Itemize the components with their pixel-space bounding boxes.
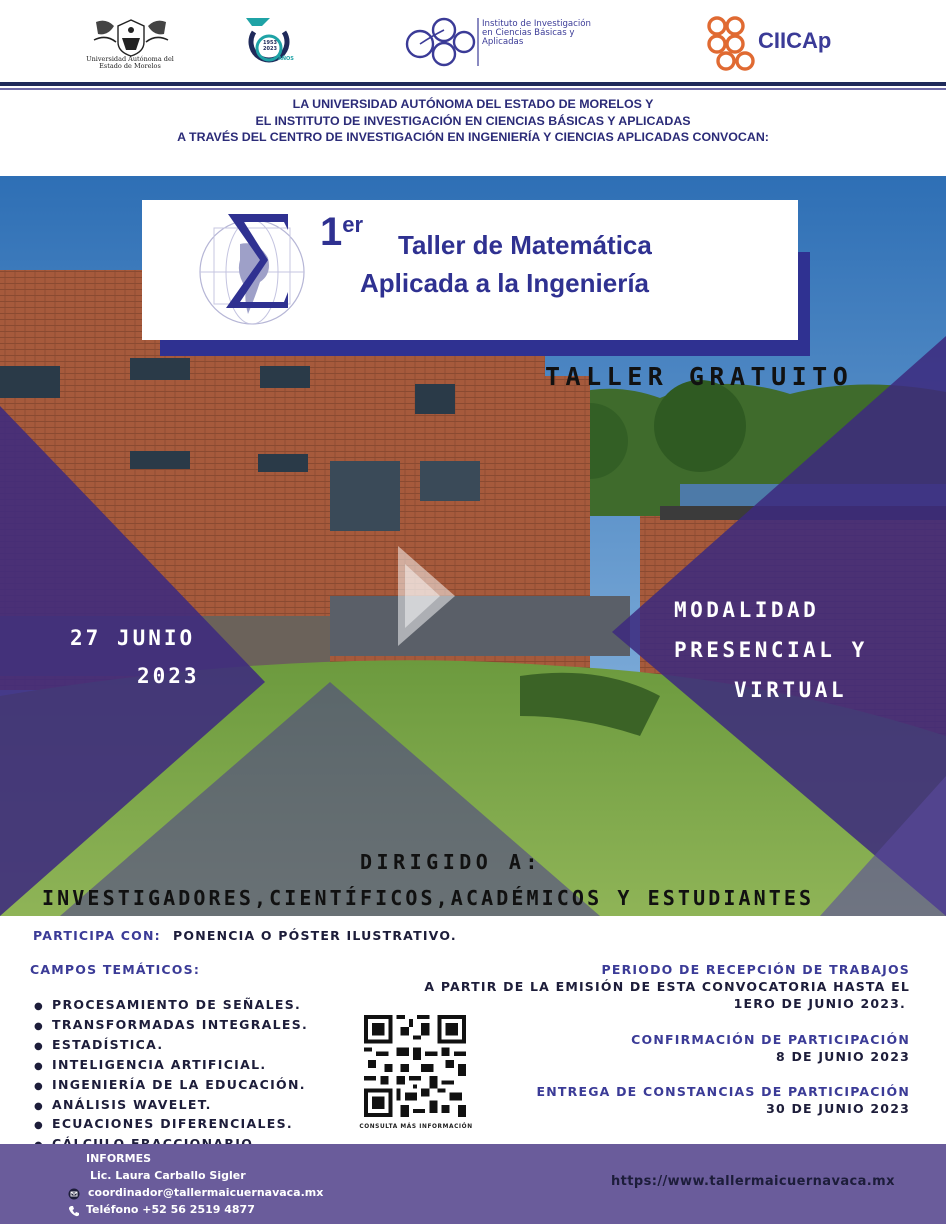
topic-label: ECUACIONES DIFERENCIALES.	[52, 1116, 293, 1132]
contact-phone[interactable]: Teléfono +52 56 2519 4877	[86, 1203, 255, 1216]
anniversary-70-logo	[240, 12, 296, 72]
list-item	[34, 1096, 308, 1116]
periodo-label: PERIODO DE RECEPCIÓN DE TRABAJOS	[601, 962, 910, 977]
modalidad-line-3: VIRTUAL	[734, 678, 848, 702]
website-link[interactable]: https://www.tallermaicuernavaca.mx	[611, 1174, 895, 1189]
bullet-icon: ●	[34, 1020, 45, 1032]
bullet-icon: ●	[34, 1060, 45, 1072]
qr-code[interactable]	[364, 1014, 466, 1118]
topic-label: ANÁLISIS WAVELET.	[52, 1096, 212, 1112]
anniversary-label: AÑOS	[278, 56, 294, 62]
confirmacion-date: 8 DE JUNIO 2023	[776, 1049, 910, 1064]
list-item	[34, 1076, 308, 1096]
participa-value: PONENCIA O PÓSTER ILUSTRATIVO.	[173, 928, 457, 943]
event-date-day: 27 JUNIO	[70, 626, 196, 650]
list-item	[34, 1056, 308, 1076]
list-item	[34, 996, 308, 1016]
uaem-name-text: Universidad Autónoma del Estado de Morelos	[86, 55, 174, 70]
bullet-icon: ●	[34, 1080, 45, 1092]
list-item	[34, 1036, 308, 1056]
ciicap-rings-icon	[705, 14, 755, 72]
modalidad-line-1: MODALIDAD	[674, 598, 820, 622]
uaem-crest-logo	[92, 14, 170, 58]
campos-tematicos-label: CAMPOS TEMÁTICOS:	[30, 962, 201, 977]
convoca-line-1: LA UNIVERSIDAD AUTÓNOMA DEL ESTADO DE MORELOS Y	[292, 97, 654, 111]
bullet-icon: ●	[34, 1120, 45, 1132]
contact-email-link[interactable]: coordinador@tallermaicuernavaca.mx	[88, 1186, 324, 1199]
header-divider-thin	[0, 88, 946, 90]
email-icon	[68, 1188, 80, 1200]
bullet-icon: ●	[34, 1100, 45, 1112]
topic-label: ESTADÍSTICA.	[52, 1036, 164, 1052]
topic-label: INTELIGENCIA ARTIFICIAL.	[52, 1056, 267, 1072]
convoca-block	[0, 96, 946, 146]
title-ordinal	[320, 210, 363, 255]
topics-list	[34, 996, 308, 1155]
convoca-line-3: A TRAVÉS DEL CENTRO DE INVESTIGACIÓN EN INGENIERÍA Y CIENCIAS APLICADAS CONVOCAN:	[177, 130, 769, 144]
event-date-year: 2023	[137, 664, 200, 688]
dirigido-heading: DIRIGIDO A:	[360, 850, 542, 874]
topic-label: INGENIERÍA DE LA EDUCACIÓN.	[52, 1076, 306, 1092]
qr-caption: CONSULTA MÁS INFORMACIÓN	[359, 1124, 473, 1130]
bullet-icon: ●	[34, 1040, 45, 1052]
list-item	[34, 1016, 308, 1036]
iicba-name-text: Instituto de Investigación en Ciencias Básicas y Aplicadas	[482, 19, 591, 47]
periodo-line-2: 1ERO DE JUNIO 2023.	[733, 996, 906, 1011]
entrega-label: ENTREGA DE CONSTANCIAS DE PARTICIPACIÓN	[536, 1084, 910, 1099]
topic-label: TRANSFORMADAS INTEGRALES.	[52, 1016, 309, 1032]
title-ordinal-number: 1	[320, 210, 343, 254]
ciicap-name: CIICAp	[758, 28, 832, 53]
title-ordinal-suffix: er	[342, 212, 364, 237]
phone-icon	[68, 1205, 80, 1217]
sigma-globe-icon	[188, 204, 312, 334]
topic-label: PROCESAMIENTO DE SEÑALES.	[52, 997, 302, 1012]
anniversary-years: 1953 2023	[263, 40, 277, 52]
convoca-line-2: EL INSTITUTO DE INVESTIGACIÓN EN CIENCIAS BÁSICAS Y APLICADAS	[255, 113, 691, 128]
contact-name: Lic. Laura Carballo Sigler	[90, 1169, 246, 1182]
list-item	[34, 1115, 308, 1135]
title-line-1: Taller de Matemática	[398, 230, 652, 260]
entrega-date: 30 DE JUNIO 2023	[766, 1101, 910, 1116]
confirmacion-label: CONFIRMACIÓN DE PARTICIPACIÓN	[631, 1032, 910, 1047]
bullet-icon: ●	[34, 1001, 45, 1012]
taller-gratuito-heading: TALLER GRATUITO	[545, 362, 854, 391]
informes-heading: INFORMES	[86, 1152, 152, 1165]
periodo-line-1: A PARTIR DE LA EMISIÓN DE ESTA CONVOCATORIA HASTA EL	[424, 979, 910, 994]
audience-text: INVESTIGADORES,CIENTÍFICOS,ACADÉMICOS Y ESTUDIANTES	[42, 886, 815, 910]
participa-label: PARTICIPA CON:	[33, 928, 161, 943]
modalidad-line-2: PRESENCIAL Y	[674, 638, 868, 662]
title-line-2: Aplicada a la Ingeniería	[360, 268, 649, 298]
header-divider	[0, 82, 946, 86]
